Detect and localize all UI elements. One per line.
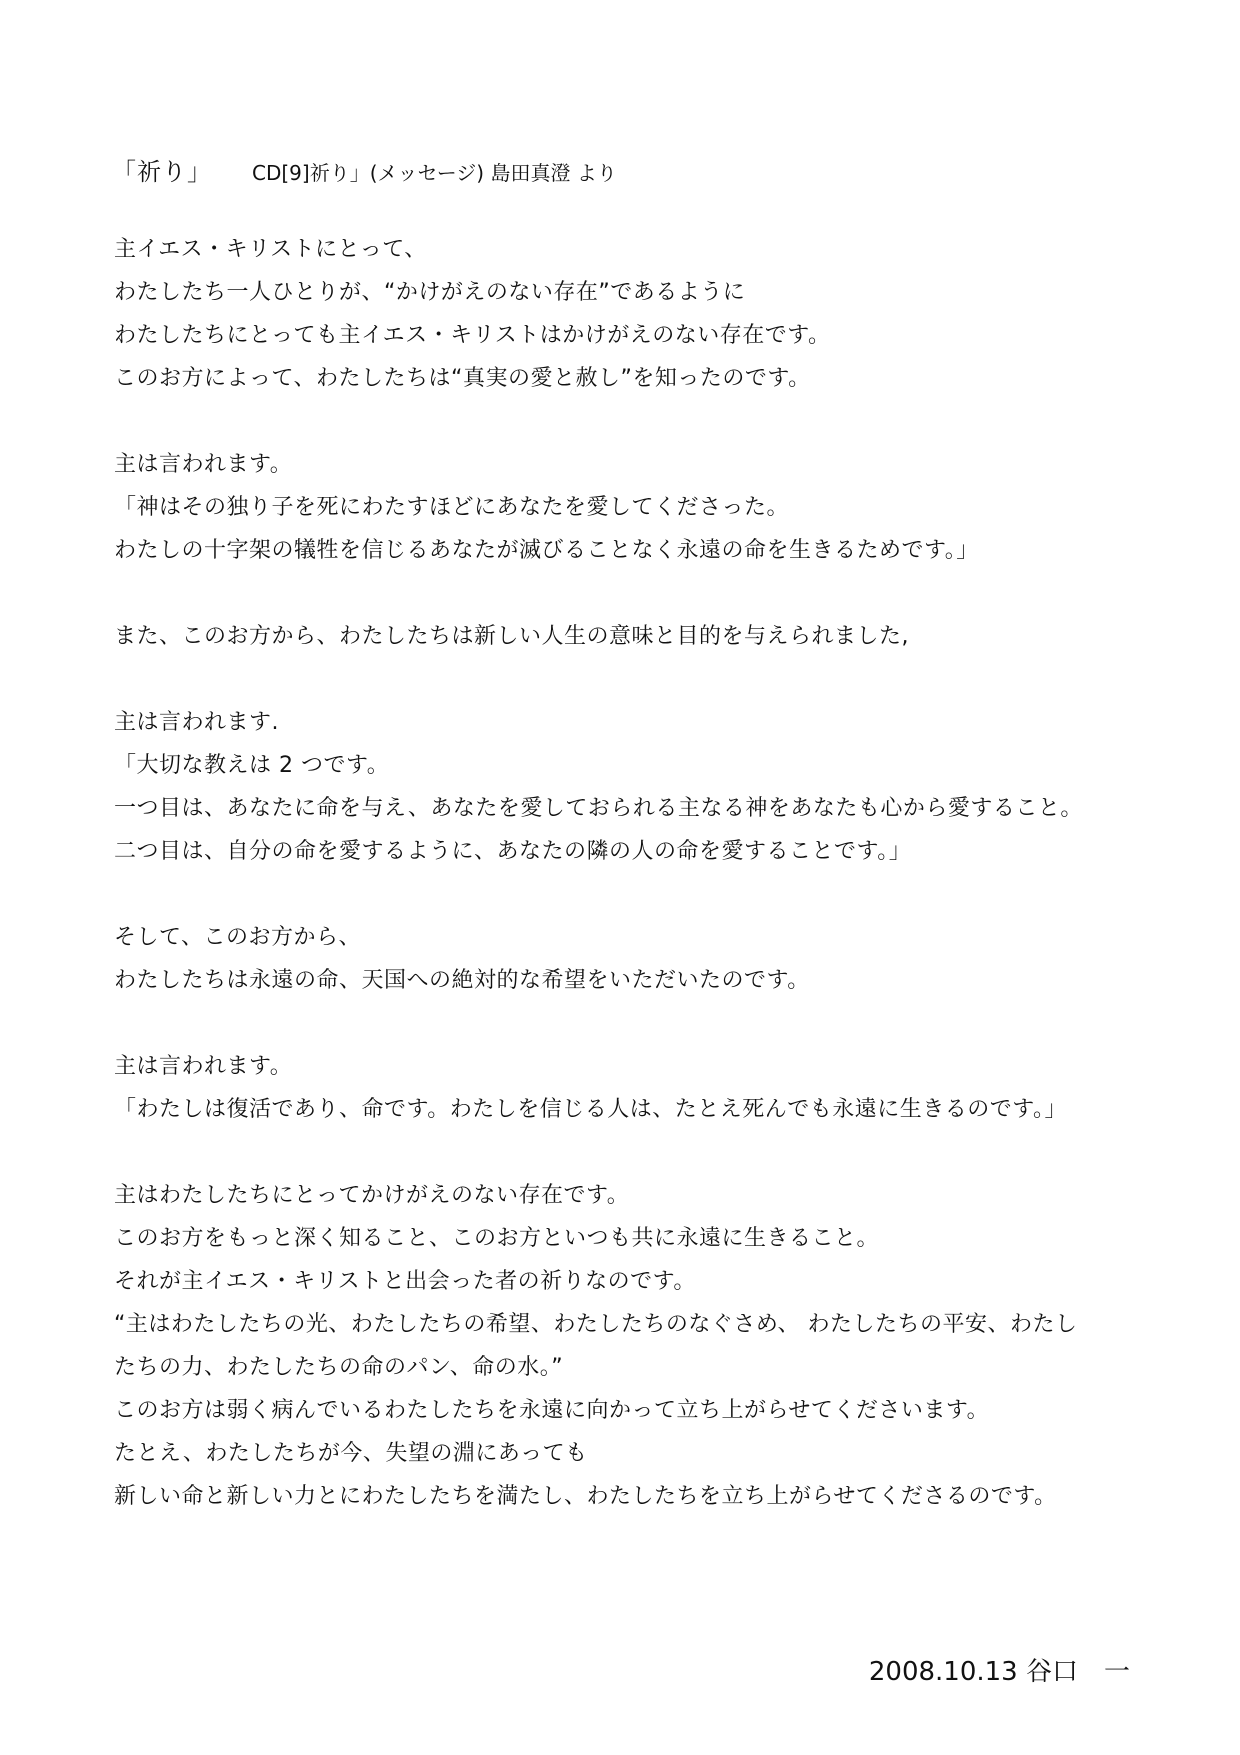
document-title: 「祈り」 (112, 158, 212, 186)
paragraph (114, 916, 1154, 1002)
text-line: 「大切な教えは 2 つです。 (114, 753, 390, 778)
text-line: 主はわたしたちにとってかけがえのない存在です。 (114, 1183, 630, 1208)
text-line: 主は言われます。 (114, 452, 293, 477)
text-line: 二つ目は、自分の命を愛するように、あなたの隣の人の命を愛することです。」 (114, 839, 912, 864)
text-line: 「神はその独り子を死にわたすほどにあなたを愛してくださった。 (114, 495, 790, 520)
text-line: このお方をもっと深く知ること、このお方といつも共に永遠に生きること。 (114, 1226, 880, 1251)
text-line: わたしの十字架の犠牲を信じるあなたが滅びることなく永遠の命を生きるためです。」 (114, 538, 979, 563)
text-line: 「わたしは復活であり、命です。わたしを信じる人は、たとえ死んでも永遠に生きるのです。」 (114, 1097, 1067, 1122)
document-header (112, 152, 617, 192)
text-line: 主は言われます. (114, 710, 279, 735)
text-line: 新しい命と新しい力とにわたしたちを満たし、わたしたちを立ち上がらせてくださるのです。 (114, 1484, 1057, 1509)
text-line: わたしたちにとっても主イエス・キリストはかけがえのない存在です。 (114, 323, 831, 348)
text-line: たとえ、わたしたちが今、失望の淵にあっても (114, 1441, 588, 1466)
document-source: CD[9]祈り」(メッセージ) 島田真澄 より (252, 161, 617, 185)
text-line: 一つ目は、あなたに命を与え、あなたを愛しておられる主なる神をあなたも心から愛すること。 (114, 796, 1083, 821)
text-line: たちの力、わたしたちの命のパン、命の水。” (114, 1355, 564, 1380)
text-line: それが主イエス・キリストと出会った者の祈りなのです。 (114, 1269, 696, 1294)
text-line: わたしたちは永遠の命、天国への絶対的な希望をいただいたのです。 (114, 968, 810, 993)
paragraph (114, 1045, 1154, 1131)
document-signature: 2008.10.13 谷口 一 (868, 1657, 1130, 1687)
paragraph (114, 228, 1154, 400)
paragraph (114, 701, 1154, 873)
paragraph (114, 443, 1154, 572)
text-line: また、このお方から、わたしたちは新しい人生の意味と目的を与えられました, (114, 624, 909, 649)
text-line: わたしたち一人ひとりが、“かけがえのない存在”であるように (114, 280, 746, 305)
text-line: そして、このお方から、 (114, 925, 362, 950)
text-line: 主は言われます。 (114, 1054, 293, 1079)
text-line: “主はわたしたちの光、わたしたちの希望、わたしたちのなぐさめ、 わたしたちの平安、わたし (114, 1312, 1078, 1337)
paragraph (114, 1174, 1154, 1518)
text-line: このお方によって、わたしたちは“真実の愛と赦し”を知ったのです。 (114, 366, 811, 391)
text-line: このお方は弱く病んでいるわたしたちを永遠に向かって立ち上がらせてくださいます。 (114, 1398, 990, 1423)
document-body (114, 228, 1154, 1561)
text-line: 主イエス・キリストにとって、 (114, 237, 427, 262)
paragraph (114, 615, 1154, 658)
